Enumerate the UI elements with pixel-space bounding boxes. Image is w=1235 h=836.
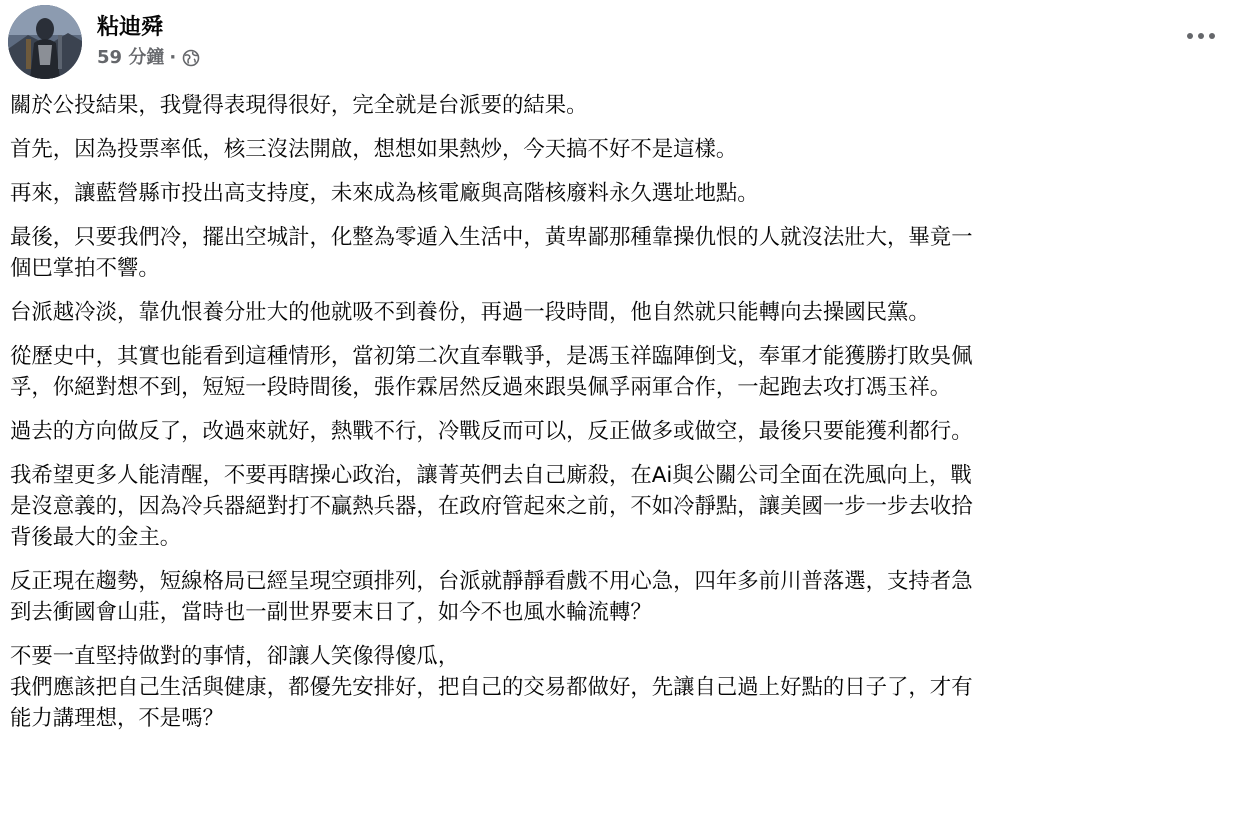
post-paragraph: 從歷史中，其實也能看到這種情形，當初第二次直奉戰爭，是馮玉祥臨陣倒戈，奉軍才能獲勝打敗吳佩 孚，你絕對想不到，短短一段時間後，張作霖居然反過來跟吳佩孚兩軍合作，一起跑去攻打馮玉祥。 <box>10 344 973 400</box>
post-header <box>8 5 200 79</box>
post-paragraph: 不要一直堅持做對的事情，卻讓人笑像得傻瓜， 我們應該把自己生活與健康，都優先安排好，把自己的交易都做好，先讓自己過上好點的日子了，才有 能力講理想，不是嗎？ <box>10 644 973 731</box>
author-name[interactable]: 粘迪舜 <box>97 15 164 40</box>
author-avatar[interactable] <box>8 5 82 79</box>
post-paragraph: 再來，讓藍營縣市投出高支持度，未來成為核電廠與高階核廢料永久選址地點。 <box>10 181 759 206</box>
post-timestamp[interactable]: 59 分鐘 <box>97 47 165 68</box>
avatar-image <box>8 5 82 79</box>
post-paragraph: 台派越冷淡，靠仇恨養分壯大的他就吸不到養份，再過一段時間，他自然就只能轉向去操國民黨。 <box>10 300 930 325</box>
post-paragraph: 最後，只要我們冷，擺出空城計，化整為零遁入生活中，黃卑鄙那種靠操仇恨的人就沒法壯大，畢竟一 個巴掌拍不響。 <box>10 225 973 281</box>
more-options-icon[interactable] <box>1181 20 1221 52</box>
separator-dot: · <box>169 47 177 68</box>
post-meta <box>97 13 200 71</box>
post-body <box>10 90 1228 747</box>
post-paragraph: 過去的方向做反了，改過來就好，熱戰不行，冷戰反而可以，反正做多或做空，最後只要能獲利都行。 <box>10 419 973 444</box>
post-paragraph: 關於公投結果，我覺得表現得很好，完全就是台派要的結果。 <box>10 93 588 118</box>
post-paragraph: 反正現在趨勢，短線格局已經呈現空頭排列，台派就靜靜看戲不用心急，四年多前川普落選，支持者急 到去衝國會山莊，當時也一副世界要末日了，如今不也風水輪流轉？ <box>10 569 973 625</box>
post-subtitle <box>97 45 200 71</box>
post-paragraph: 我希望更多人能清醒，不要再瞎操心政治，讓菁英們去自己廝殺，在Ai與公關公司全面在洗風向上，戰 是沒意義的，因為冷兵器絕對打不贏熱兵器，在政府管起來之前，不如冷靜點，讓美國一步一步去收拾 背後最大的金主。 <box>10 463 973 550</box>
globe-icon[interactable] <box>182 49 200 67</box>
post-paragraph: 首先，因為投票率低，核三沒法開啟，想想如果熱炒，今天搞不好不是這樣。 <box>10 137 738 162</box>
